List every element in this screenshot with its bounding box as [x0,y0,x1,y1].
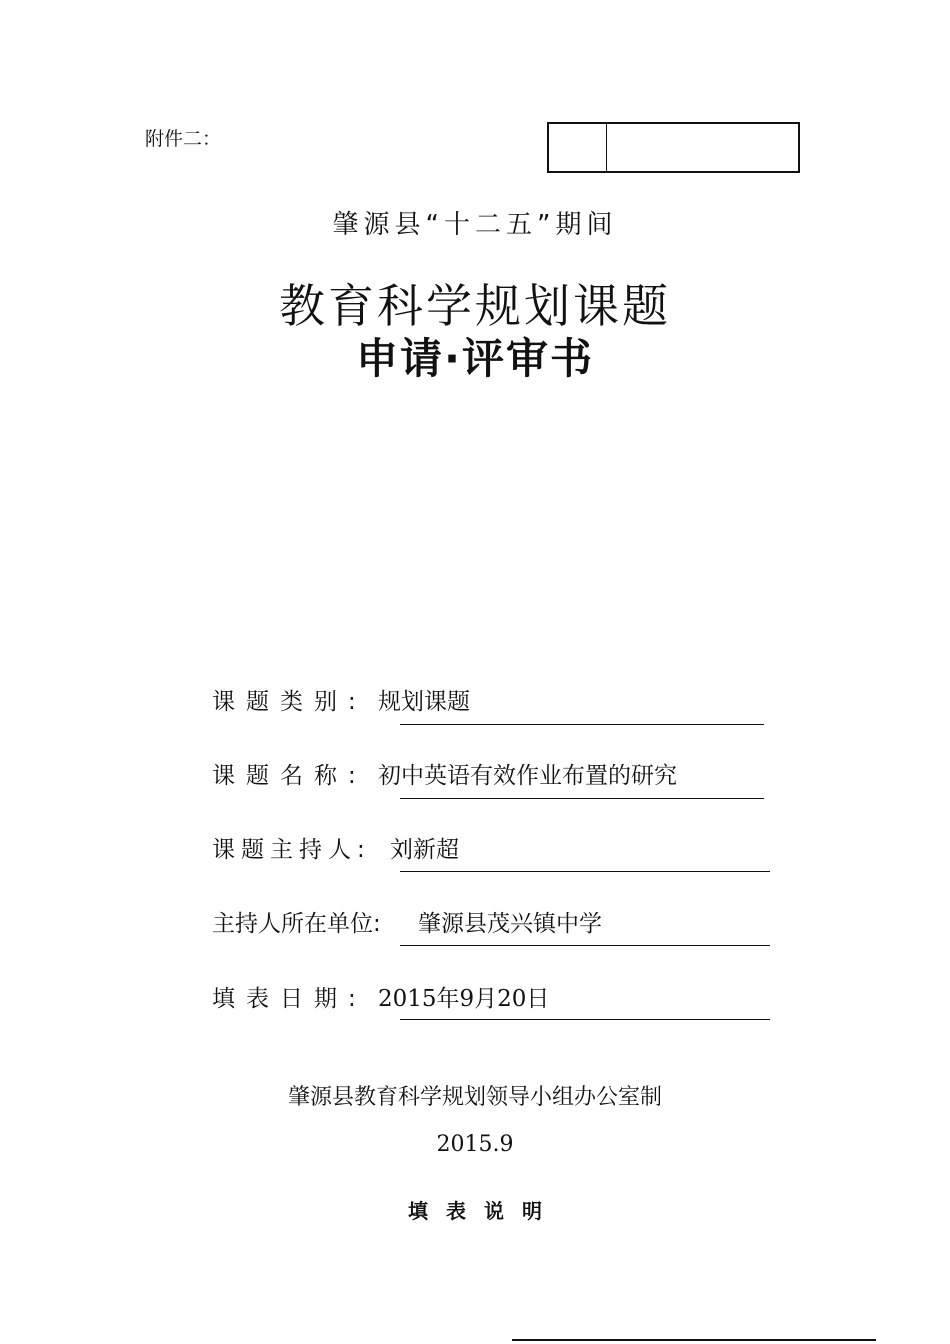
number-box-cell-left [549,124,607,171]
issuer-line: 肇源县教育科学规划领导小组办公室制 [287,1085,662,1110]
underline [400,871,770,872]
field-label: 课题名称: [212,763,367,789]
instructions-heading: 填表说明 [408,1199,560,1223]
field-label: 课题主持人: [212,837,371,863]
field-value: 肇源县茂兴镇中学 [418,911,602,937]
number-box-cell-right [607,124,798,171]
attachment-label: 附件二： [145,128,222,150]
field-label: 课题类别: [212,689,367,715]
field-label: 填表日期: [212,986,367,1012]
cover-title-bold: 申请·评审书 [356,334,594,383]
field-value: 规划课题 [378,689,470,715]
field-value: 刘新超 [390,837,459,863]
field-label: 主持人所在单位: [212,911,381,937]
underline [400,1019,770,1020]
field-value: 2015年9月20日 [378,986,550,1012]
issue-date: 2015.9 [436,1132,514,1157]
underline [400,798,764,799]
bottom-rule [512,1339,876,1341]
cover-title: 教育科学规划课题 [279,279,671,333]
cover-subtitle: 肇源县“十二五”期间 [332,210,618,240]
underline [400,724,764,725]
field-value: 初中英语有效作业布置的研究 [378,763,677,789]
underline [400,945,770,946]
project-number-box [547,122,800,173]
